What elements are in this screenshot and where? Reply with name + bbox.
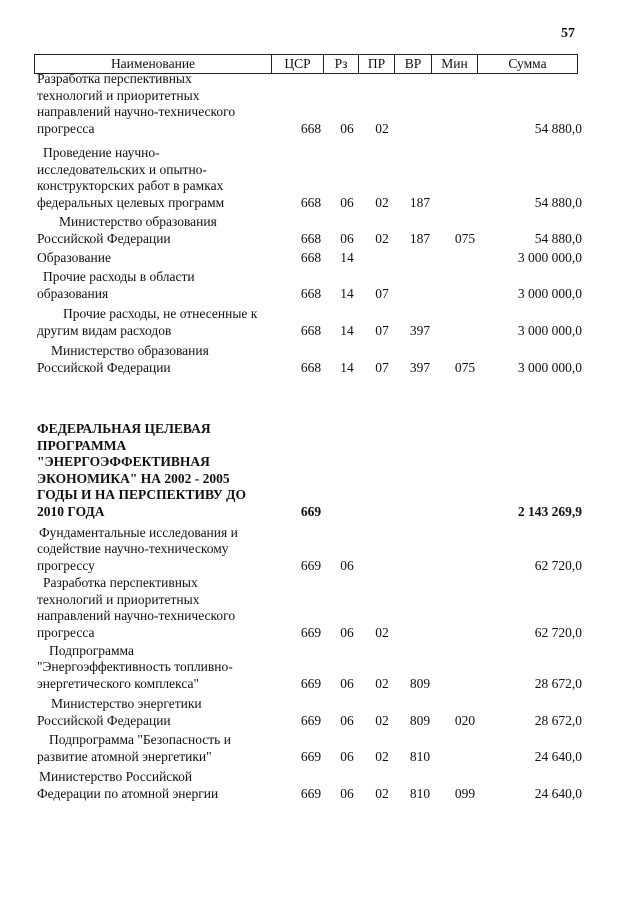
row-csr: 669 xyxy=(300,785,322,801)
row-rz: 06 xyxy=(340,557,354,573)
row-pr: 02 xyxy=(375,748,389,764)
row-sum: 28 672,0 xyxy=(534,712,582,728)
row-csr: 668 xyxy=(300,359,322,375)
row-rz: 14 xyxy=(340,285,354,301)
row-csr: 669 xyxy=(300,624,322,640)
row-name: Проведение научно- исследовательских и опытно- конструкторских работ в рамках федеральных целевых программ xyxy=(37,145,225,210)
header-sum: Сумма xyxy=(508,56,547,71)
row-rz: 06 xyxy=(340,748,354,764)
row-name: Фундаментальные исследования и содействие научно-техническому прогрессу xyxy=(37,524,238,573)
row-vr: 187 xyxy=(409,194,431,210)
row-csr: 669 xyxy=(300,503,322,519)
row-sum: 24 640,0 xyxy=(534,785,582,801)
row-rz: 14 xyxy=(340,359,354,375)
row-vr: 809 xyxy=(409,675,431,691)
row-rz: 06 xyxy=(340,194,354,210)
row-rz: 06 xyxy=(340,624,354,640)
row-rz: 06 xyxy=(340,120,354,136)
row-rz: 06 xyxy=(340,785,354,801)
row-name: Образование xyxy=(37,249,111,265)
row-min: 099 xyxy=(454,785,476,801)
header-csr: ЦСР xyxy=(272,55,324,73)
row-pr: 07 xyxy=(375,359,389,375)
row-csr: 669 xyxy=(300,557,322,573)
header-pr: ПР xyxy=(359,55,395,73)
row-name: Прочие расходы, не отнесенные к другим видам расходов xyxy=(37,306,258,338)
row-csr: 668 xyxy=(300,285,322,301)
row-sum: 3 000 000,0 xyxy=(517,359,582,375)
row-pr: 02 xyxy=(375,785,389,801)
row-rz: 06 xyxy=(340,712,354,728)
row-sum: 24 640,0 xyxy=(534,748,582,764)
row-pr: 07 xyxy=(375,322,389,338)
row-csr: 668 xyxy=(300,230,322,246)
row-sum: 54 880,0 xyxy=(534,230,582,246)
row-pr: 02 xyxy=(375,120,389,136)
row-min: 075 xyxy=(454,359,476,375)
row-sum: 62 720,0 xyxy=(534,557,582,573)
row-rz: 06 xyxy=(340,675,354,691)
row-name: Министерство энергетики Российской Федерации xyxy=(37,696,202,728)
row-csr: 669 xyxy=(300,712,322,728)
page-number: 57 xyxy=(561,26,575,41)
row-name: Министерство образования Российской Федерации xyxy=(37,214,217,246)
row-rz: 06 xyxy=(340,230,354,246)
row-csr: 668 xyxy=(300,120,322,136)
row-pr: 02 xyxy=(375,194,389,210)
row-sum: 3 000 000,0 xyxy=(517,322,582,338)
row-name: Прочие расходы в области образования xyxy=(37,269,195,301)
row-vr: 187 xyxy=(409,230,431,246)
row-sum: 28 672,0 xyxy=(534,675,582,691)
row-rz: 14 xyxy=(340,322,354,338)
row-vr: 397 xyxy=(409,359,431,375)
row-rz: 14 xyxy=(340,249,354,265)
row-name: Подпрограмма "Безопасность и развитие атомной энергетики" xyxy=(37,732,231,764)
row-csr: 668 xyxy=(300,322,322,338)
row-csr: 668 xyxy=(300,194,322,210)
row-min: 020 xyxy=(454,712,476,728)
row-pr: 02 xyxy=(375,624,389,640)
row-sum: 3 000 000,0 xyxy=(517,285,582,301)
row-name: Подпрограмма "Энергоэффективность топливно- энергетического комплекса" xyxy=(37,642,233,691)
row-min: 075 xyxy=(454,230,476,246)
row-pr: 02 xyxy=(375,230,389,246)
header-rz: Рз xyxy=(324,55,359,73)
row-vr: 810 xyxy=(409,785,431,801)
row-sum: 54 880,0 xyxy=(534,120,582,136)
row-pr: 02 xyxy=(375,675,389,691)
row-csr: 668 xyxy=(300,249,322,265)
row-vr: 809 xyxy=(409,712,431,728)
row-sum: 54 880,0 xyxy=(534,194,582,210)
row-name: Разработка перспективных технологий и приоритетных направлений научно-технического прогресса xyxy=(37,71,236,136)
row-sum: 62 720,0 xyxy=(534,624,582,640)
row-name: Разработка перспективных технологий и приоритетных направлений научно-технического прогресса xyxy=(37,575,236,640)
row-name: Министерство образования Российской Федерации xyxy=(37,343,209,375)
header-name: Наименование xyxy=(35,55,272,73)
row-vr: 810 xyxy=(409,748,431,764)
row-csr: 669 xyxy=(300,748,322,764)
row-sum: 3 000 000,0 xyxy=(517,249,582,265)
row-name: Министерство Российской Федерации по атомной энергии xyxy=(37,769,219,801)
row-pr: 02 xyxy=(375,712,389,728)
header-vr: ВР xyxy=(395,55,432,73)
row-vr: 397 xyxy=(409,322,431,338)
row-csr: 669 xyxy=(300,675,322,691)
header-min: Мин xyxy=(432,55,478,73)
row-pr: 07 xyxy=(375,285,389,301)
row-sum: 2 143 269,9 xyxy=(517,503,582,519)
row-name: ФЕДЕРАЛЬНАЯ ЦЕЛЕВАЯ ПРОГРАММА "ЭНЕРГОЭФФЕКТИВНАЯ ЭКОНОМИКА" НА 2002 - 2005 ГОДЫ И НА ПЕРСПЕКТИВУ ДО 2010 ГОДА xyxy=(37,421,246,519)
